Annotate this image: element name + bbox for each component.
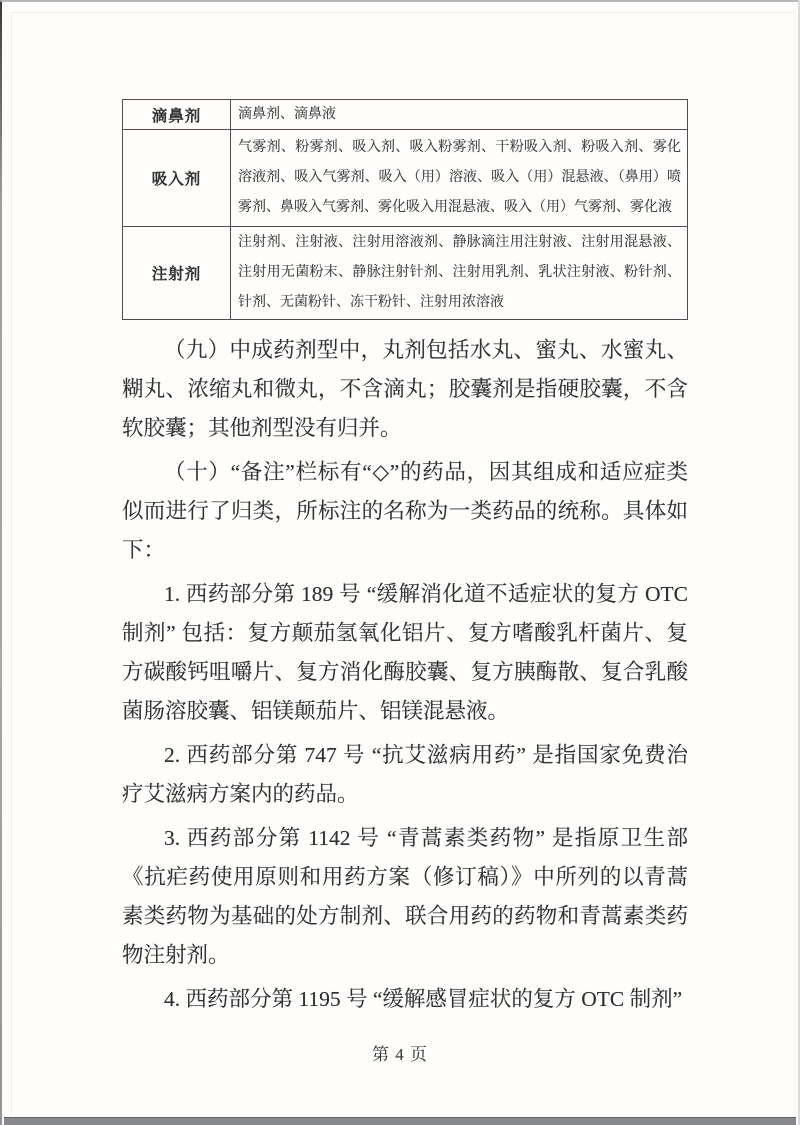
list-item-1 <box>122 575 688 731</box>
text-line: 素类药物为基础的处方制剂、联合用药的药物和青蒿素类药 <box>122 904 688 928</box>
scan-edge-bottom <box>4 1117 796 1125</box>
list-item-3 <box>122 819 688 975</box>
category-cell: 吸入剂 <box>123 130 231 227</box>
text-line: 1. 西药部分第 189 号 “缓解消化道不适症状的复方 OTC <box>164 582 688 606</box>
text-line: 《抗疟药使用原则和用药方案（修订稿）》中所列的以青蒿 <box>122 865 688 889</box>
list-item-4 <box>122 980 688 1019</box>
document-body <box>122 331 688 1024</box>
category-cell: 滴鼻剂 <box>123 100 231 130</box>
page-number: 第 4 页 <box>372 1045 428 1064</box>
text-line: 4. 西药部分第 1195 号 “缓解感冒症状的复方 OTC 制剂” <box>164 987 683 1011</box>
paragraph-ten <box>122 453 688 570</box>
scan-edge-top <box>0 0 800 2</box>
sheet-edge-vertical-line <box>11 12 12 1116</box>
table-row-nasal-drops <box>123 100 688 130</box>
text-line: 3. 西药部分第 1142 号 “青蒿素类药物” 是指原卫生部 <box>164 826 688 850</box>
forms-cell: 注射剂、注射液、注射用溶液剂、静脉滴注用注射液、注射用混悬液、注射用无菌粉末、静脉注射针剂、注射用乳剂、乳状注射液、粉针剂、针剂、无菌粉针、冻干粉针、注射用浓溶液 <box>231 227 688 320</box>
scan-edge-left <box>0 0 2 1125</box>
text-line: （十）“备注”栏标有“◇”的药品，因其组成和适应症类 <box>164 460 688 484</box>
category-cell: 注射剂 <box>123 227 231 320</box>
text-line: 糊丸、浓缩丸和微丸，不含滴丸；胶囊剂是指硬胶囊，不含 <box>122 377 688 401</box>
forms-cell: 气雾剂、粉雾剂、吸入剂、吸入粉雾剂、干粉吸入剂、粉吸入剂、雾化溶液剂、吸入气雾剂、吸入（用）溶液、吸入（用）混悬液、（鼻用）喷雾剂、鼻吸入气雾剂、雾化吸入用混悬液、吸入（用）气雾剂、雾化液 <box>231 130 688 227</box>
text-line: 2. 西药部分第 747 号 “抗艾滋病用药” 是指国家免费治 <box>164 743 688 767</box>
text-line: 物注射剂。 <box>122 943 230 967</box>
table-row-injections <box>123 227 688 320</box>
text-line: 菌肠溶胶囊、铝镁颠茄片、铝镁混悬液。 <box>122 699 510 723</box>
text-line: 制剂” 包括：复方颠茄氢氧化铝片、复方嗜酸乳杆菌片、复 <box>122 621 688 645</box>
text-line: 下： <box>122 538 166 562</box>
sheet-edge-horizontal-line <box>11 12 795 13</box>
table-row-inhalants <box>123 130 688 227</box>
dosage-forms-table <box>122 99 688 320</box>
text-line: 软胶囊；其他剂型没有归并。 <box>122 416 402 440</box>
text-line: 方碳酸钙咀嚼片、复方消化酶胶囊、复方胰酶散、复合乳酸 <box>122 660 688 684</box>
forms-cell: 滴鼻剂、滴鼻液 <box>231 100 688 130</box>
text-line: 疗艾滋病方案内的药品。 <box>122 782 359 806</box>
text-line: （九）中成药剂型中，丸剂包括水丸、蜜丸、水蜜丸、 <box>164 338 688 362</box>
text-line: 似而进行了归类，所标注的名称为一类药品的统称。具体如 <box>122 499 688 523</box>
list-item-2 <box>122 736 688 814</box>
paragraph-nine <box>122 331 688 448</box>
